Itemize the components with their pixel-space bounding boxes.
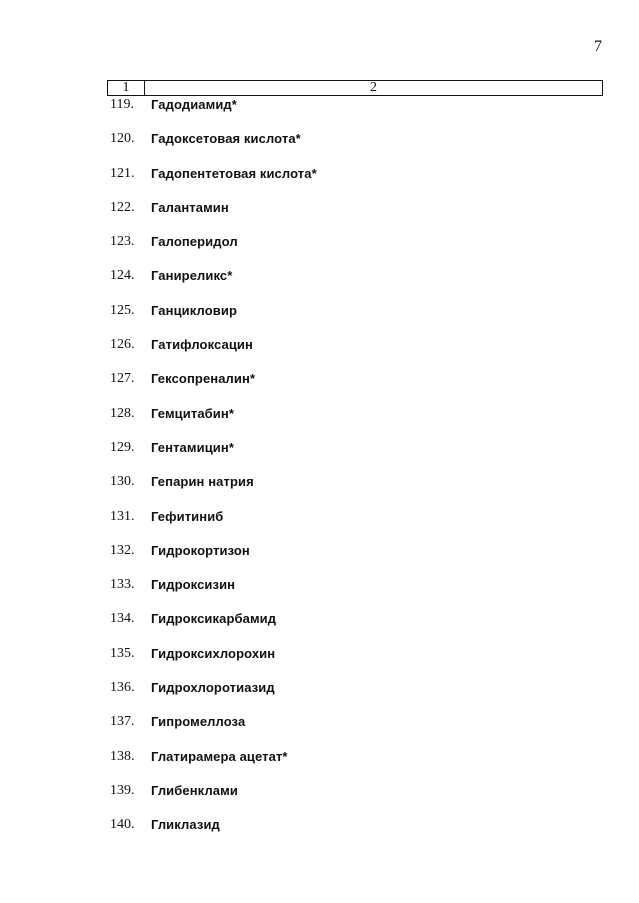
entry-number: 123. xyxy=(110,234,135,250)
entry-number: 140. xyxy=(110,817,135,833)
list-item xyxy=(110,370,590,404)
list-item xyxy=(110,302,590,336)
entry-name: Ганцикловир xyxy=(151,302,237,318)
entry-name: Гипромеллоза xyxy=(151,714,246,730)
entry-number: 124. xyxy=(110,268,135,284)
entry-name: Гадоксетовая кислота* xyxy=(151,131,301,147)
table-header-col-2: 2 xyxy=(370,80,377,95)
entry-number: 125. xyxy=(110,302,135,318)
entry-number: 139. xyxy=(110,782,135,798)
entry-number: 134. xyxy=(110,611,135,627)
entry-name: Галантамин xyxy=(151,199,229,215)
list-item xyxy=(110,336,590,370)
entry-number: 137. xyxy=(110,714,135,730)
entry-name: Гатифлоксацин xyxy=(151,337,253,353)
entry-name: Гефитиниб xyxy=(151,508,224,524)
entry-number: 122. xyxy=(110,199,135,215)
list-item xyxy=(110,508,590,542)
list-item xyxy=(110,233,590,267)
list-item xyxy=(110,645,590,679)
entry-number: 126. xyxy=(110,337,135,353)
drug-list xyxy=(110,96,590,851)
entry-number: 130. xyxy=(110,474,135,490)
list-item xyxy=(110,816,590,850)
list-item xyxy=(110,542,590,576)
entry-number: 136. xyxy=(110,680,135,696)
list-item xyxy=(110,610,590,644)
list-item xyxy=(110,679,590,713)
entry-number: 119. xyxy=(110,97,134,112)
list-item xyxy=(110,748,590,782)
entry-number: 121. xyxy=(110,165,135,181)
entry-name: Гидроксихлорохин xyxy=(151,645,276,661)
list-item xyxy=(110,199,590,233)
list-item xyxy=(110,96,590,130)
entry-number: 131. xyxy=(110,508,135,524)
entry-name: Гексопреналин* xyxy=(151,371,256,387)
entry-name: Гидроксизин xyxy=(151,577,236,593)
entry-name: Гепарин натрия xyxy=(151,474,254,490)
entry-name: Гадодиамид* xyxy=(151,97,237,112)
list-item xyxy=(110,576,590,610)
entry-name: Гентамицин* xyxy=(151,439,234,455)
entry-number: 127. xyxy=(110,371,135,387)
entry-name: Галоперидол xyxy=(151,234,238,250)
entry-name: Гадопентетовая кислота* xyxy=(151,165,317,181)
entry-name: Гидрохлоротиазид xyxy=(151,680,275,696)
entry-number: 133. xyxy=(110,577,135,593)
list-item xyxy=(110,165,590,199)
list-item xyxy=(110,405,590,439)
list-item xyxy=(110,439,590,473)
entry-name: Гидроксикарбамид xyxy=(151,611,277,627)
entry-number: 129. xyxy=(110,439,135,455)
entry-number: 135. xyxy=(110,645,135,661)
entry-name: Ганиреликс* xyxy=(151,268,233,284)
entry-name: Глатирамера ацетат* xyxy=(151,748,288,764)
page-number: 7 xyxy=(594,38,602,55)
entry-number: 132. xyxy=(110,542,135,558)
entry-name: Гликлазид xyxy=(151,817,220,833)
table-header-row xyxy=(107,80,603,96)
entry-name: Гидрокортизон xyxy=(151,542,250,558)
entry-number: 138. xyxy=(110,748,135,764)
list-item xyxy=(110,782,590,816)
list-item xyxy=(110,473,590,507)
entry-number: 128. xyxy=(110,405,135,421)
entry-name: Глибенклами xyxy=(151,782,238,798)
list-item xyxy=(110,267,590,301)
table-header-col-1: 1 xyxy=(108,81,145,95)
entry-name: Гемцитабин* xyxy=(151,405,234,421)
list-item xyxy=(110,130,590,164)
entry-number: 120. xyxy=(110,131,135,147)
list-item xyxy=(110,713,590,747)
